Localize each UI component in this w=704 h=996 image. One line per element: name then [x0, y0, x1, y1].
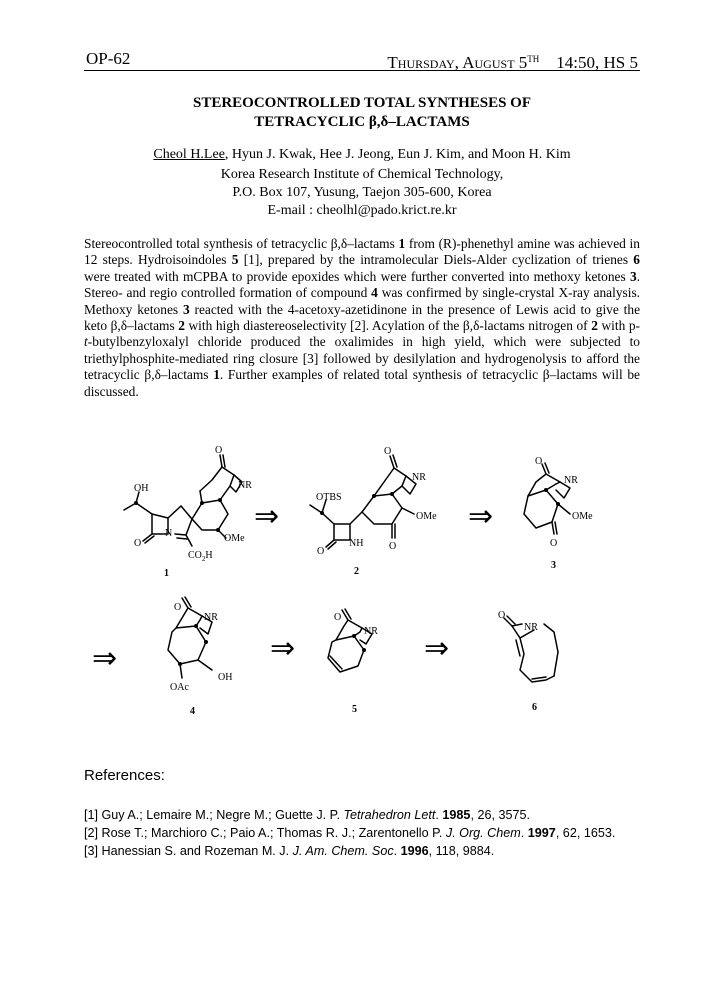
title-line-1: STEREOCONTROLLED TOTAL SYNTHESES OF	[192, 95, 532, 111]
stereo-dot	[320, 511, 324, 515]
ref-volume-page: , 62, 1653.	[555, 826, 616, 840]
abstract-span: . Further examples of related total synthesis of tetracyclic β–lactams will be discussed.	[84, 367, 640, 399]
compound-3-structure	[524, 463, 570, 534]
co2h-part: H	[205, 550, 213, 561]
label-n: N	[165, 528, 173, 539]
ref-year: 1985	[442, 808, 471, 822]
abstract-span: reacted with the 4-acetoxy-azetidinone in the presence of Lewis acid to give the keto β,δ–lactams	[84, 301, 641, 334]
time-room: 14:50, HS 5	[556, 53, 638, 72]
stereo-dot	[544, 488, 548, 492]
compound-ref: 4	[371, 285, 378, 301]
compound-ref: 2	[178, 318, 185, 334]
label-nh: NH	[349, 538, 364, 549]
ref-journal: J. Am. Chem. Soc	[292, 844, 394, 858]
compound-ref: 3	[629, 268, 637, 284]
compound-number-6: 6	[532, 702, 537, 713]
compound-number-1: 1	[164, 568, 169, 579]
reference-item	[84, 806, 664, 824]
label-nr: NR	[564, 475, 578, 486]
presenting-author: Cheol H.Lee	[153, 147, 225, 162]
label-o: O	[550, 538, 558, 549]
page-header	[84, 48, 640, 71]
stereo-dot	[556, 502, 560, 506]
reaction-arrow: ⇒	[92, 642, 118, 675]
affiliation-email: E-mail : cheolhl@pado.krict.re.kr	[267, 203, 457, 218]
label-otbs: OTBS	[316, 492, 342, 503]
label-ome: OMe	[572, 511, 593, 522]
label-nr: NR	[238, 480, 252, 491]
synthesis-scheme	[84, 440, 640, 740]
compound-number-5: 5	[352, 704, 357, 715]
stereo-dot	[178, 662, 182, 666]
ref-journal: J. Org. Chem	[445, 826, 521, 840]
stereo-dot	[218, 498, 222, 502]
abstract-span: from (R)-phenethyl amine was achieved in 12 steps. Hydroisoindoles	[84, 236, 640, 268]
affiliation	[84, 166, 640, 220]
ref-authors: [1] Guy A.; Lemaire M.; Negre M.; Guette J. P.	[84, 808, 344, 822]
ref-dot: .	[435, 808, 443, 822]
italic-t: t	[84, 334, 88, 350]
stereo-dot	[194, 624, 198, 628]
abstract-span: -butylbenzyloxalyl chloride produced the oxalimides in high yield, which were subjected to triethylphosphite-mediated ring closure [3] followed by desilylation and hydrogenolysis to afford the tetracyclic β,δ–lactams	[84, 334, 640, 383]
ref-journal: Tetrahedron Lett	[343, 808, 436, 822]
stereo-dot	[200, 501, 204, 505]
label-nr: NR	[412, 472, 426, 483]
compound-ref: 1	[398, 236, 406, 251]
stereo-dot	[390, 492, 394, 496]
stereo-dot	[372, 494, 376, 498]
reaction-arrow: ⇒	[424, 632, 450, 665]
reaction-arrow: ⇒	[270, 632, 296, 665]
label-o: O	[334, 612, 342, 623]
affiliation-line-2: P.O. Box 107, Yusung, Taejon 305-600, Korea	[232, 185, 492, 200]
compound-ref: 6	[633, 252, 640, 268]
label-o: O	[317, 546, 325, 557]
co2h-part: CO	[188, 550, 202, 561]
ref-year: 1996	[400, 844, 429, 858]
label-nr: NR	[204, 612, 218, 623]
stereo-dot	[216, 528, 220, 532]
reaction-arrow: ⇒	[254, 500, 280, 533]
abstract-span: with p-	[597, 318, 640, 334]
label-o: O	[134, 538, 142, 549]
paper-title	[84, 94, 640, 132]
co2h-sub: 2	[201, 555, 206, 563]
ref-dot: .	[393, 844, 401, 858]
label-ome: OMe	[224, 533, 245, 544]
label-o: O	[384, 446, 392, 457]
day-suffix: TH	[527, 54, 540, 64]
abstract-span: was confirmed by single-crystal X-ray analysis. Methoxy ketones	[84, 285, 640, 317]
abstract-span: were treated with mCPBA to provide epoxides which were further converted into methoxy ketones	[84, 268, 630, 284]
compound-number-2: 2	[354, 566, 359, 577]
label-ome: OMe	[416, 511, 437, 522]
ref-dot: .	[520, 826, 528, 840]
ref-authors: [3] Hanessian S. and Rozeman M. J.	[84, 844, 293, 858]
session-time	[387, 48, 638, 74]
ref-authors: [2] Rose T.; Marchioro C.; Paio A.; Thomas R. J.; Zarentonello P.	[84, 826, 446, 840]
title-line-2: TETRACYCLIC β,δ–LACTAMS	[254, 114, 470, 130]
ref-year: 1997	[527, 826, 556, 840]
label-oac: OAc	[170, 682, 189, 693]
label-o: O	[215, 445, 223, 456]
co-authors: , Hyun J. Kwak, Hee J. Jeong, Eun J. Kim, and Moon H. Kim	[224, 147, 571, 162]
abstract-span: . Stereo- and regio controlled formation of compound	[84, 268, 640, 301]
reference-item	[84, 842, 664, 860]
references-heading: References:	[84, 767, 165, 784]
compound-ref: 1	[213, 367, 220, 383]
reference-item	[84, 824, 664, 842]
label-nr: NR	[524, 622, 538, 633]
compound-ref: 3	[182, 301, 190, 317]
stereo-dot	[204, 640, 208, 644]
compound-number-4: 4	[190, 706, 195, 717]
abstract-span: Stereocontrolled total synthesis of tetracyclic β,δ–lactams	[84, 236, 399, 251]
session-code: OP-62	[86, 49, 131, 68]
affiliation-line-1: Korea Research Institute of Chemical Technology,	[220, 167, 504, 182]
label-nr: NR	[364, 626, 378, 637]
label-o: O	[535, 456, 543, 467]
ref-volume-page: , 26, 3575.	[470, 808, 530, 822]
stereo-dot	[362, 648, 366, 652]
label-o: O	[389, 541, 397, 552]
reference-list	[84, 806, 664, 860]
compound-number-3: 3	[551, 560, 556, 571]
session-day: Thursday, August 5	[387, 53, 528, 72]
label-o: O	[174, 602, 182, 613]
compound-ref: 5	[231, 252, 239, 268]
label-oh: OH	[134, 483, 149, 494]
reaction-arrow: ⇒	[468, 500, 494, 533]
author-list	[84, 146, 640, 164]
label-o: O	[498, 610, 506, 621]
compound-ref: 2	[591, 318, 598, 334]
ref-volume-page: , 118, 9884.	[428, 844, 495, 858]
abstract-text	[84, 236, 640, 400]
abstract-span: [1], prepared by the intramolecular Diels-Alder cyclization of trienes	[238, 252, 634, 268]
label-oh: OH	[218, 672, 233, 683]
abstract-span: with high diastereoselectivity [2]. Acylation of the β,δ-lactams nitrogen of	[184, 318, 592, 334]
label-co2h	[188, 550, 213, 563]
stereo-dot	[134, 501, 138, 505]
stereo-dot	[352, 634, 356, 638]
